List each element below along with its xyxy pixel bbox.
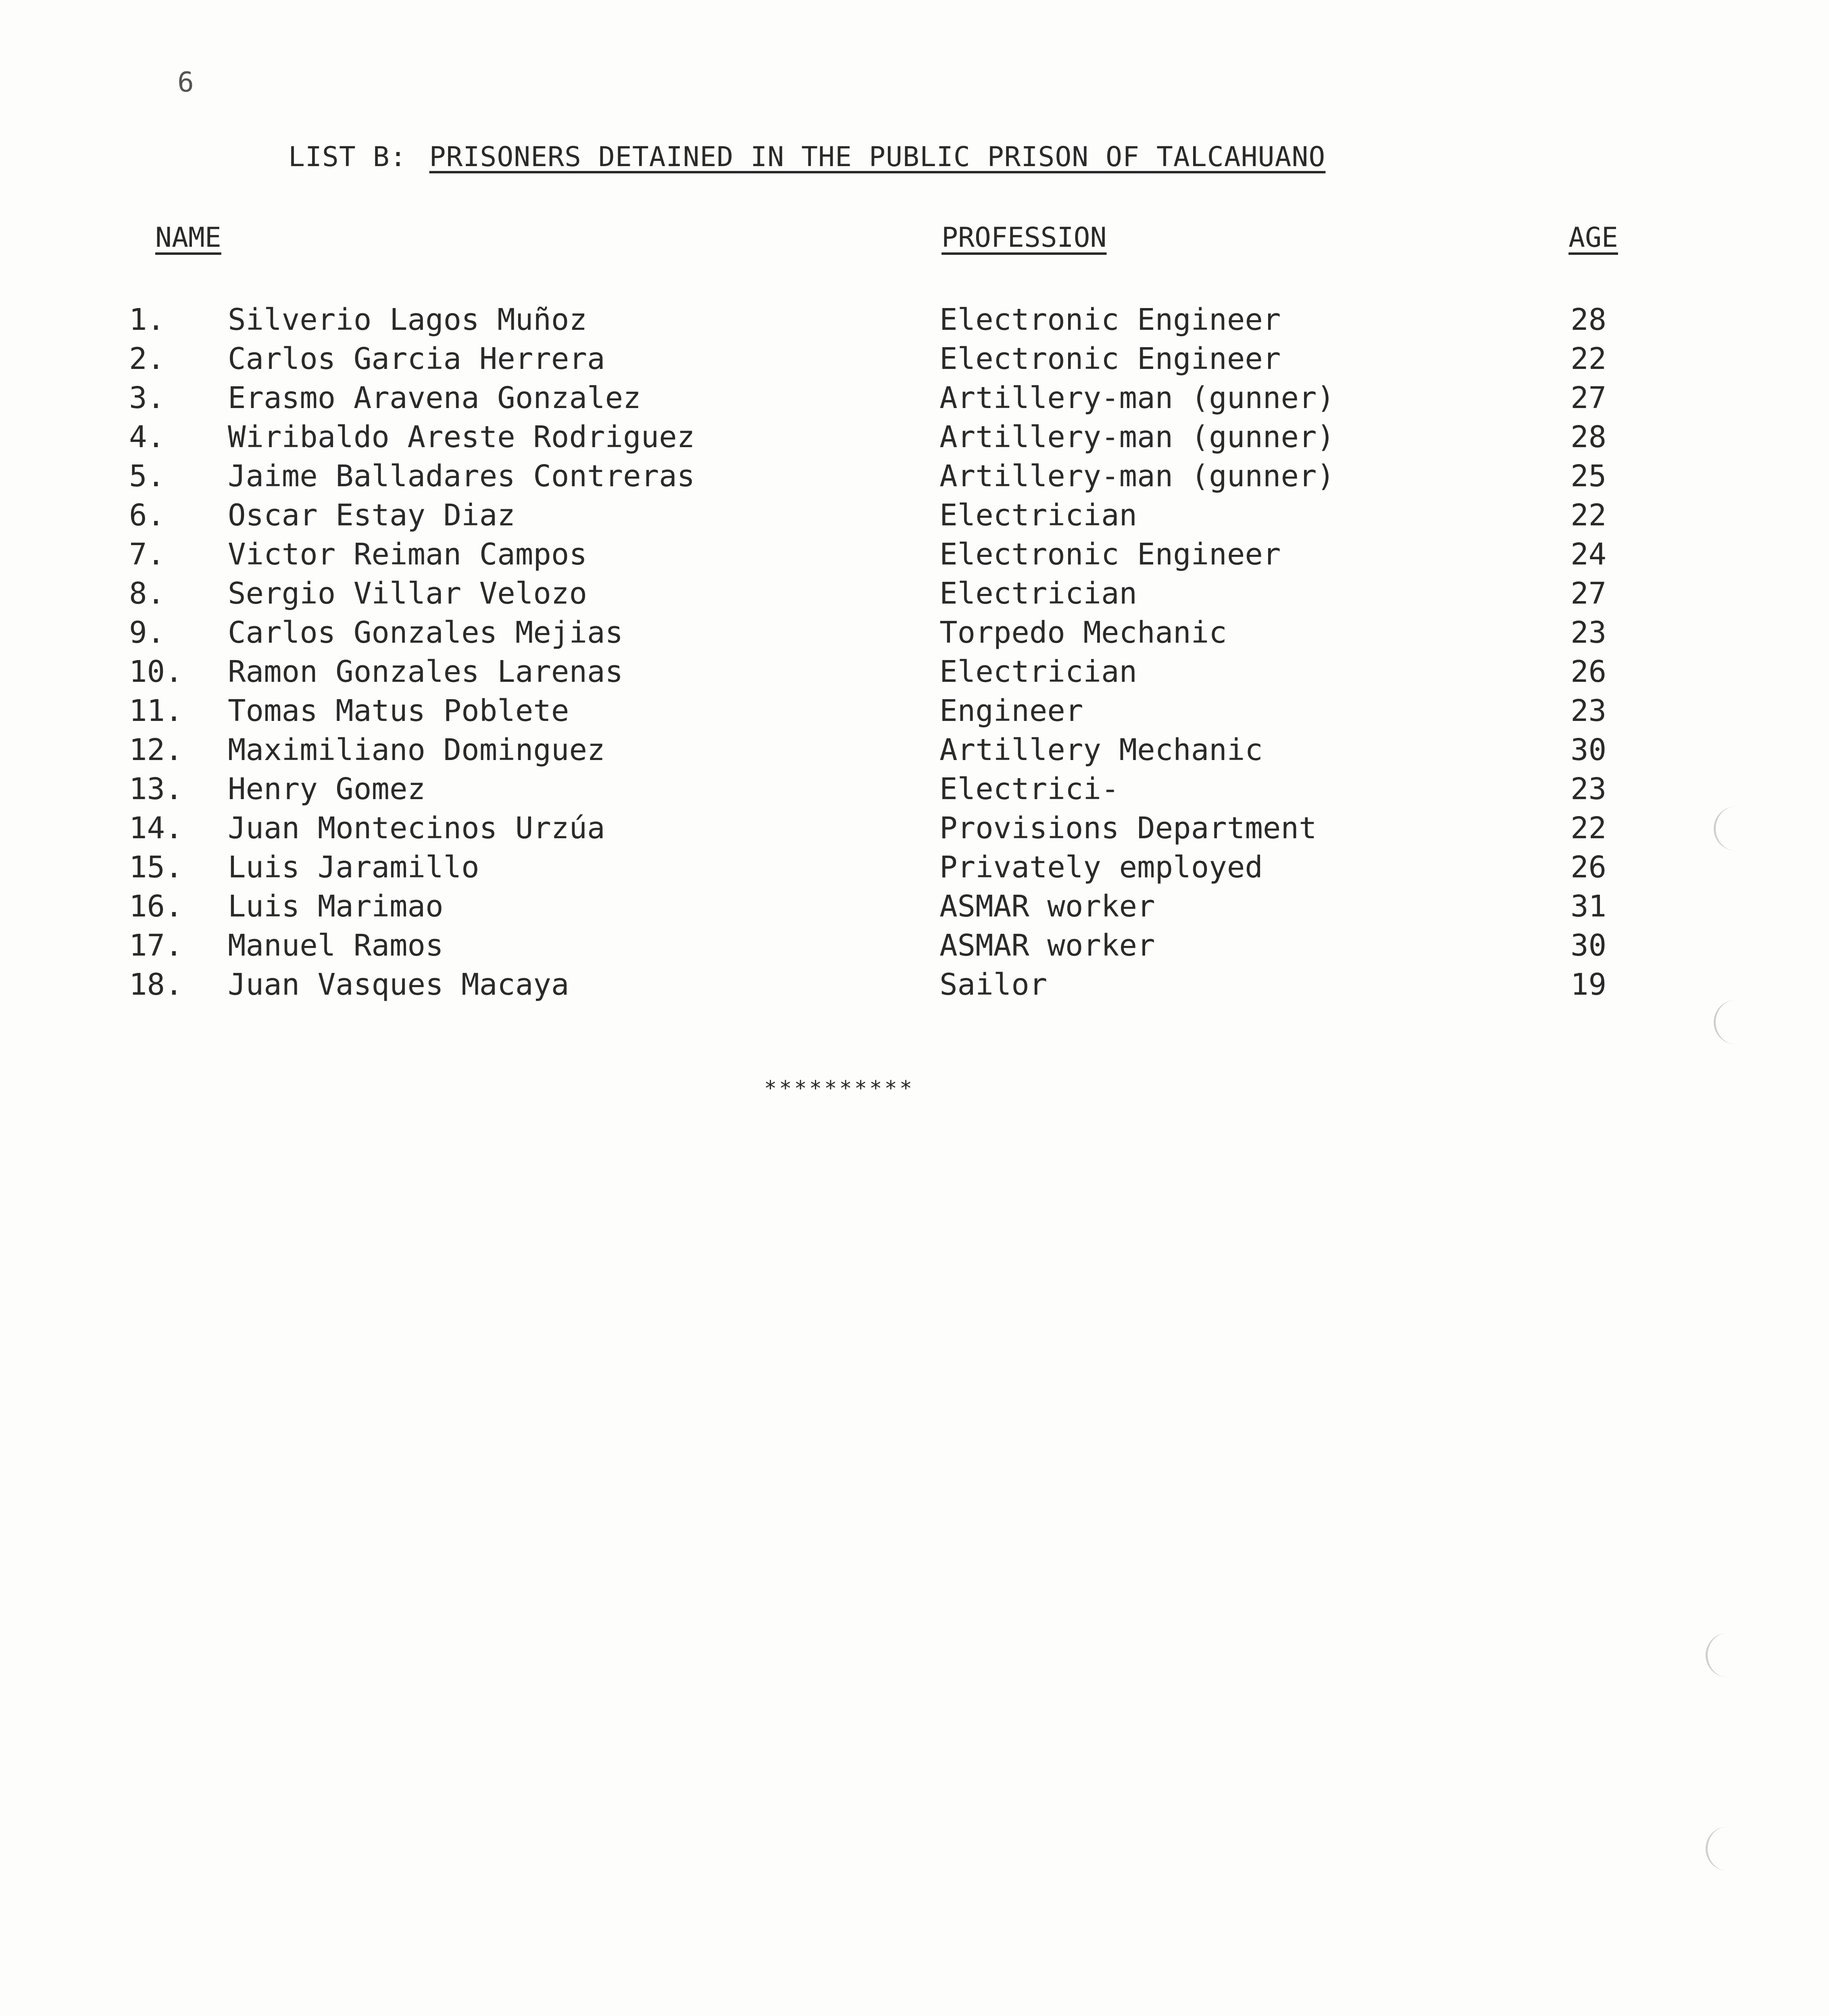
page-number: 6 xyxy=(177,67,194,98)
row-name: Sergio Villar Velozo xyxy=(228,576,587,611)
row-number: 10. xyxy=(129,654,183,689)
row-number: 13. xyxy=(129,772,183,806)
list-row xyxy=(0,848,1829,887)
list-row xyxy=(0,691,1829,731)
list-row xyxy=(0,300,1829,339)
row-profession: Artillery-man (gunner) xyxy=(939,381,1335,415)
list-row xyxy=(0,496,1829,535)
list-title-heading: PRISONERS DETAINED IN THE PUBLIC PRISON OF TALCAHUANO xyxy=(429,141,1326,173)
row-name: Wiribaldo Areste Rodriguez xyxy=(228,420,695,454)
row-name: Ramon Gonzales Larenas xyxy=(228,654,623,689)
row-profession: Electronic Engineer xyxy=(939,302,1281,337)
row-name: Carlos Gonzales Mejias xyxy=(228,615,623,650)
row-name: Silverio Lagos Muñoz xyxy=(228,302,587,337)
prisoner-list xyxy=(0,300,1829,1004)
row-age: 22 xyxy=(1571,498,1607,533)
row-age: 22 xyxy=(1571,342,1607,376)
row-name: Carlos Garcia Herrera xyxy=(228,342,605,376)
row-number: 17. xyxy=(129,928,183,963)
row-profession: Electronic Engineer xyxy=(939,537,1281,572)
row-age: 23 xyxy=(1571,615,1607,650)
list-row xyxy=(0,457,1829,496)
row-number: 4. xyxy=(129,420,165,454)
row-number: 15. xyxy=(129,850,183,885)
list-row xyxy=(0,887,1829,926)
list-row xyxy=(0,965,1829,1004)
row-number: 3. xyxy=(129,381,165,415)
list-row xyxy=(0,770,1829,809)
end-marker: ********** xyxy=(764,1077,915,1101)
row-name: Jaime Balladares Contreras xyxy=(228,459,695,494)
row-age: 22 xyxy=(1571,811,1607,846)
row-number: 1. xyxy=(129,302,165,337)
row-number: 16. xyxy=(129,889,183,924)
list-row xyxy=(0,731,1829,770)
row-age: 28 xyxy=(1571,302,1607,337)
list-row xyxy=(0,652,1829,691)
row-number: 2. xyxy=(129,342,165,376)
list-row xyxy=(0,613,1829,652)
row-profession: Artillery-man (gunner) xyxy=(939,420,1335,454)
row-age: 26 xyxy=(1571,654,1607,689)
list-row xyxy=(0,926,1829,965)
row-name: Oscar Estay Diaz xyxy=(228,498,515,533)
list-title xyxy=(288,141,1325,173)
row-age: 19 xyxy=(1571,967,1607,1002)
row-age: 27 xyxy=(1571,576,1607,611)
list-row xyxy=(0,418,1829,457)
row-name: Juan Vasques Macaya xyxy=(228,967,569,1002)
row-profession: Artillery-man (gunner) xyxy=(939,459,1335,494)
row-number: 18. xyxy=(129,967,183,1002)
row-age: 31 xyxy=(1571,889,1607,924)
row-name: Luis Jaramillo xyxy=(228,850,479,885)
row-number: 7. xyxy=(129,537,165,572)
row-age: 30 xyxy=(1571,928,1607,963)
row-age: 27 xyxy=(1571,381,1607,415)
row-age: 30 xyxy=(1571,733,1607,767)
column-header-age: AGE xyxy=(1569,222,1618,254)
row-age: 26 xyxy=(1571,850,1607,885)
row-name: Tomas Matus Poblete xyxy=(228,694,569,728)
row-number: 12. xyxy=(129,733,183,767)
row-age: 23 xyxy=(1571,772,1607,806)
list-row xyxy=(0,535,1829,574)
row-number: 14. xyxy=(129,811,183,846)
row-age: 25 xyxy=(1571,459,1607,494)
row-profession: Artillery Mechanic xyxy=(939,733,1263,767)
row-age: 28 xyxy=(1571,420,1607,454)
row-profession: Provisions Department xyxy=(939,811,1317,846)
row-name: Victor Reiman Campos xyxy=(228,537,587,572)
row-profession: Electrici- xyxy=(939,772,1119,806)
list-title-prefix: LIST B: xyxy=(288,141,407,173)
column-header-name: NAME xyxy=(155,222,221,254)
row-age: 23 xyxy=(1571,694,1607,728)
row-profession: Sailor xyxy=(939,967,1048,1002)
row-profession: ASMAR worker xyxy=(939,889,1155,924)
row-number: 8. xyxy=(129,576,165,611)
row-profession: Electrician xyxy=(939,654,1137,689)
row-age: 24 xyxy=(1571,537,1607,572)
row-profession: Engineer xyxy=(939,694,1083,728)
row-profession: Electronic Engineer xyxy=(939,342,1281,376)
row-profession: Torpedo Mechanic xyxy=(939,615,1227,650)
binder-hole-mark xyxy=(1706,1826,1732,1871)
row-profession: Privately employed xyxy=(939,850,1263,885)
binder-hole-mark xyxy=(1714,1000,1740,1044)
list-row xyxy=(0,574,1829,613)
row-number: 5. xyxy=(129,459,165,494)
row-name: Juan Montecinos Urzúa xyxy=(228,811,605,846)
list-row xyxy=(0,339,1829,379)
row-number: 6. xyxy=(129,498,165,533)
row-profession: Electrician xyxy=(939,576,1137,611)
column-header-profession: PROFESSION xyxy=(942,222,1107,254)
row-profession: Electrician xyxy=(939,498,1137,533)
row-name: Erasmo Aravena Gonzalez xyxy=(228,381,641,415)
row-name: Manuel Ramos xyxy=(228,928,444,963)
list-row xyxy=(0,809,1829,848)
row-name: Henry Gomez xyxy=(228,772,426,806)
row-name: Luis Marimao xyxy=(228,889,444,924)
row-profession: ASMAR worker xyxy=(939,928,1155,963)
row-name: Maximiliano Dominguez xyxy=(228,733,605,767)
row-number: 11. xyxy=(129,694,183,728)
binder-hole-mark xyxy=(1706,1633,1732,1677)
row-number: 9. xyxy=(129,615,165,650)
list-row xyxy=(0,379,1829,418)
